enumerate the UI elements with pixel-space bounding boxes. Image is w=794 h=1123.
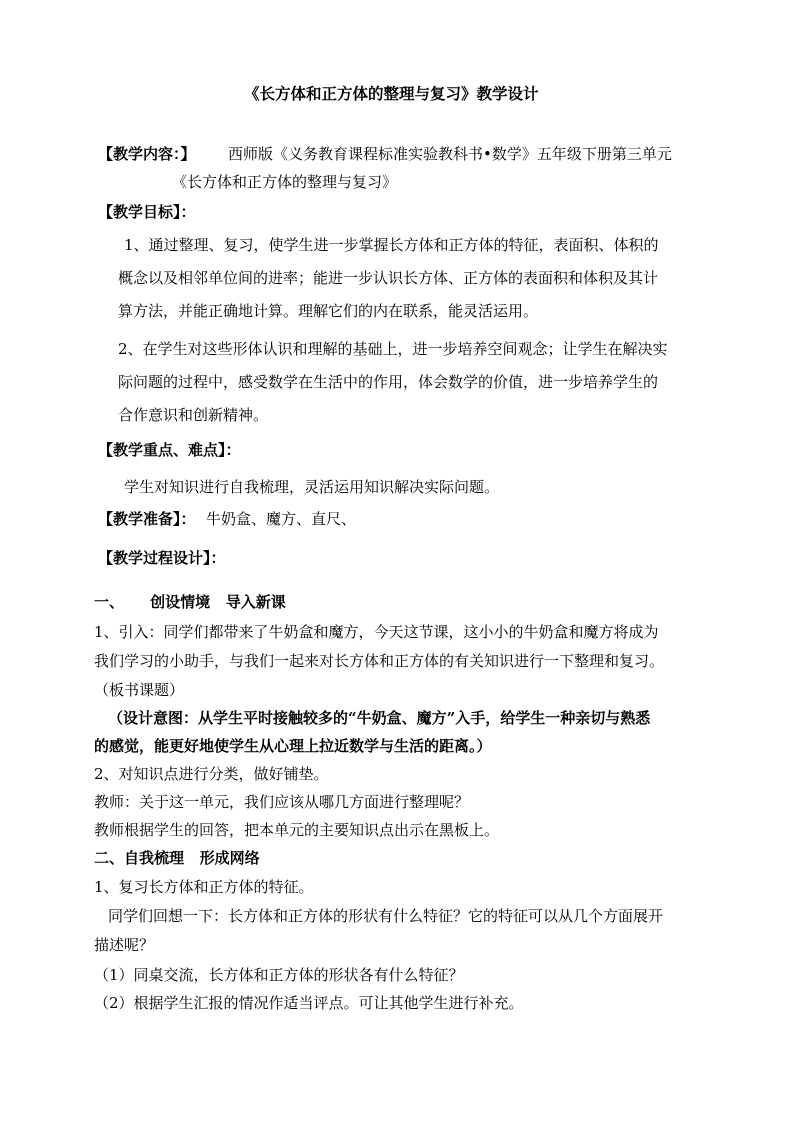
preparation-text: 牛奶盒、魔方、直尺、 xyxy=(206,510,357,528)
section-1-line-2: 我们学习的小助手，与我们一起来对长方体和正方体的有关知识进行一下整理和复习。 xyxy=(94,652,665,670)
section-2-line-1: 1、复习长方体和正方体的特征。 xyxy=(94,878,314,896)
section-1-line-3: （板书课题） xyxy=(94,681,185,699)
content-label: 【教学内容：】 xyxy=(98,145,196,163)
section-2-line-4: （1）同桌交流，长方体和正方体的形状各有什么特征？ xyxy=(94,966,464,984)
design-intent-line-1: （设计意图：从学生平时接触较多的“牛奶盒、魔方”入手，给学生一种亲切与熟悉 xyxy=(108,709,651,727)
objectives-p1-line-2: 概念以及相邻单位间的进率；能进一步认识长方体、正方体的表面积和体积及其计 xyxy=(118,269,659,287)
design-intent-line-2: 的感觉，能更好地使学生从心理上拉近数学与生活的距离。） xyxy=(94,737,492,755)
keypoints-text: 学生对知识进行自我梳理，灵活运用知识解决实际问题。 xyxy=(124,478,500,496)
objectives-p1-line-3: 算方法，并能正确地计算。理解它们的内在联系，能灵活运用。 xyxy=(118,302,539,320)
section-1-line-6: 教师根据学生的回答，把本单元的主要知识点出示在黑板上。 xyxy=(94,821,500,839)
section-1-line-4: 2、对知识点进行分类，做好铺垫。 xyxy=(94,765,329,783)
preparation-label: 【教学准备】： xyxy=(98,510,196,528)
section-1-heading: 一、 创设情境 导入新课 xyxy=(94,593,286,611)
keypoints-label: 【教学重点、难点】： xyxy=(98,441,241,459)
content-line-2: 《长方体和正方体的整理与复习》 xyxy=(172,173,398,191)
process-label: 【教学过程设计】： xyxy=(98,549,226,567)
objectives-p2-line-1: 2、在学生对这些形体认识和理解的基础上，进一步培养空间观念；让学生在解决实 xyxy=(118,340,668,358)
objectives-p2-line-2: 际问题的过程中，感受数学在生活中的作用，体会数学的价值，进一步培养学生的 xyxy=(118,373,659,391)
objectives-label: 【教学目标】： xyxy=(98,203,196,221)
section-1-line-5: 教师：关于这一单元，我们应该从哪几方面进行整理呢？ xyxy=(94,793,470,811)
section-2-line-5: （2）根据学生汇报的情况作适当评点。可让其他学生进行补充。 xyxy=(94,994,524,1012)
section-2-line-3: 描述呢？ xyxy=(94,936,155,954)
section-2-line-2: 同学们回想一下：长方体和正方体的形状有什么特征？它的特征可以从几个方面展开 xyxy=(108,907,664,925)
objectives-p2-line-3: 合作意识和创新精神。 xyxy=(118,406,269,424)
content-line-1: 西师版《义务教育课程标准实验教科书•数学》五年级下册第三单元 xyxy=(228,145,672,163)
objectives-p1-line-1: 1、通过整理、复习，使学生进一步掌握长方体和正方体的特征，表面积、体积的 xyxy=(124,236,659,254)
document-title: 《长方体和正方体的整理与复习》教学设计 xyxy=(244,84,539,103)
section-2-heading: 二、自我梳理 形成网络 xyxy=(94,849,260,867)
section-1-line-1: 1、引入：同学们都带来了牛奶盒和魔方，今天这节课，这小小的牛奶盒和魔方将成为 xyxy=(94,623,659,641)
